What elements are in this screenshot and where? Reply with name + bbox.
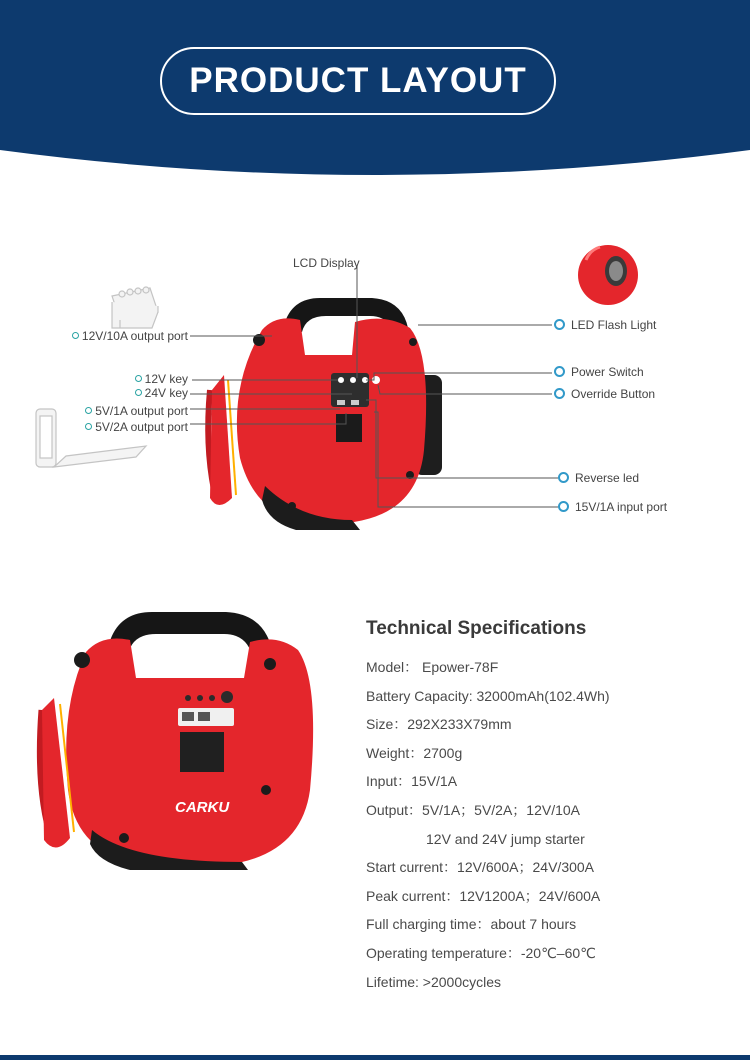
bullet-icon bbox=[85, 407, 92, 414]
brand-logo-text: CARKU bbox=[175, 799, 230, 816]
power-switch-label: Power Switch bbox=[554, 365, 644, 379]
bullet-icon bbox=[135, 375, 142, 382]
product-layout-diagram bbox=[0, 230, 750, 550]
reverse-led-label: Reverse led bbox=[558, 471, 639, 485]
bullet-icon bbox=[135, 389, 142, 396]
jump-starter-image-bottom bbox=[30, 600, 320, 870]
bullet-icon bbox=[558, 501, 569, 512]
output-12v-10a-label: 12V/10A output port bbox=[72, 329, 188, 343]
led-flash-light-label: LED Flash Light bbox=[554, 318, 656, 332]
jump-starter-image-top bbox=[208, 298, 442, 530]
spec-row-weight: Weight：2700g bbox=[366, 744, 463, 761]
key-24v-label: 24V key bbox=[135, 386, 188, 400]
spec-row-charging-time: Full charging time：about 7 hours bbox=[366, 916, 577, 933]
bottom-divider bbox=[0, 1055, 750, 1060]
spec-row-peak-current: Peak current：12V1200A；24V/600A bbox=[366, 887, 601, 904]
spec-row-battery-capacity: Battery Capacity: 32000mAh(102.4Wh) bbox=[366, 687, 610, 704]
bullet-icon bbox=[72, 332, 79, 339]
input-15v-1a-label: 15V/1A input port bbox=[558, 500, 667, 514]
spec-row-operating-temperature: Operating temperature：-20℃–60℃ bbox=[366, 944, 596, 961]
spec-row-input: Input：15V/1A bbox=[366, 773, 458, 790]
port-5v-1a-label: 5V/1A output port bbox=[85, 404, 188, 418]
bullet-icon bbox=[85, 423, 92, 430]
override-button-label: Override Button bbox=[554, 387, 655, 401]
spec-row-start-current: Start current：12V/600A；24V/300A bbox=[366, 859, 595, 876]
led-flashlight-image bbox=[578, 245, 638, 305]
port-5v-2a-label: 5V/2A output port bbox=[85, 420, 188, 434]
spec-row-model: Model： Epower-78F bbox=[366, 659, 499, 675]
bullet-icon bbox=[554, 319, 565, 330]
spec-row-lifetime: Lifetime: >2000cycles bbox=[366, 973, 502, 990]
technical-specifications bbox=[366, 618, 746, 1000]
cooler-icon bbox=[112, 287, 158, 328]
specs-heading: Technical Specifications bbox=[366, 618, 587, 639]
key-12v-label: 12V key bbox=[135, 372, 188, 386]
spec-row-output: Output：5V/1A；5V/2A；12V/10A bbox=[366, 801, 581, 818]
spec-row-output-cont: 12V and 24V jump starter bbox=[426, 830, 585, 847]
bullet-icon bbox=[554, 366, 565, 377]
bullet-icon bbox=[554, 388, 565, 399]
lcd-display-label: LCD Display bbox=[293, 256, 360, 270]
page-title: PRODUCT LAYOUT bbox=[160, 47, 556, 115]
bullet-icon bbox=[558, 472, 569, 483]
spec-row-size: Size：292X233X79mm bbox=[366, 716, 512, 733]
